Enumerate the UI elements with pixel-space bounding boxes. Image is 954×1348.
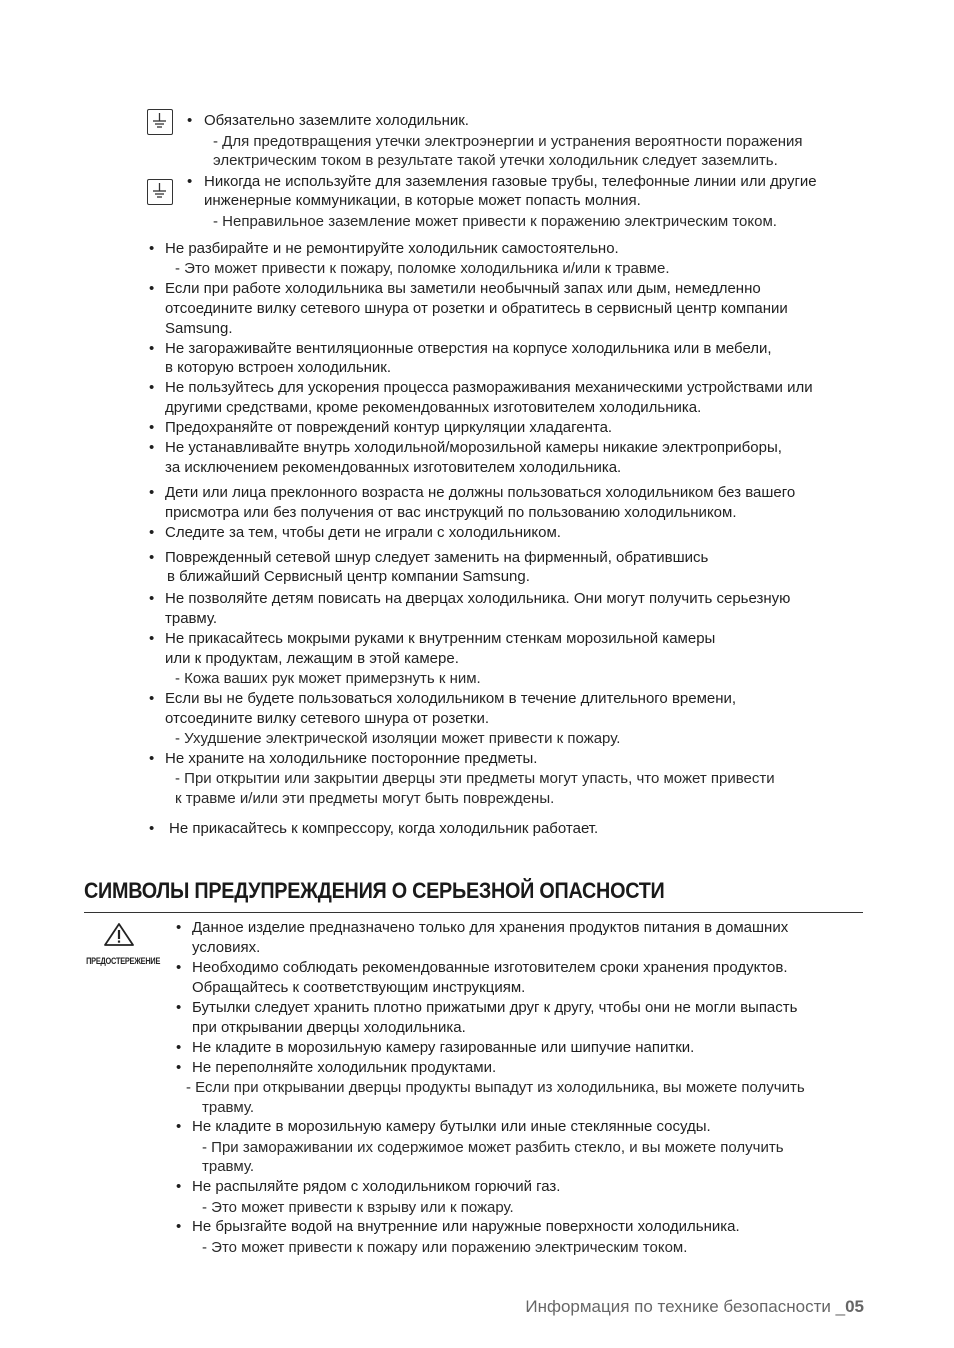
bullet: • — [176, 959, 182, 976]
page-footer — [525, 1297, 864, 1317]
text-line: или к продуктам, лежащим в этой камере. — [165, 650, 459, 667]
bullet: • — [187, 173, 193, 190]
warning-block — [78, 921, 160, 968]
text-line: инженерные коммуникации, в которые может попасть молния. — [204, 192, 641, 209]
text-line: другими средствами, кроме рекомендованных изготовителем холодильника. — [165, 399, 702, 416]
text-line: Не разбирайте и не ремонтируйте холодильник самостоятельно. — [165, 240, 619, 257]
bullet: • — [176, 1178, 182, 1195]
sub-text-line: травму. — [202, 1158, 255, 1175]
bullet: • — [187, 112, 193, 129]
bullet: • — [149, 524, 155, 541]
text-line: Если при работе холодильника вы заметили необычный запах или дым, немедленно — [165, 280, 761, 297]
text-line: условиях. — [192, 939, 261, 956]
bullet: • — [149, 590, 155, 607]
text-line: в ближайший Сервисный центр компании Samsung. — [167, 568, 530, 585]
footer-text: Информация по технике безопасности _ — [525, 1297, 846, 1316]
bullet: • — [149, 630, 155, 647]
text-line: Не кладите в морозильную камеру бутылки или иные стеклянные сосуды. — [192, 1118, 711, 1135]
text-line: отсоедините вилку сетевого шнура от розетки и обратитесь в сервисный центр компании — [165, 300, 788, 317]
sub-text-line: - При замораживании их содержимое может разбить стекло, и вы можете получить — [202, 1139, 784, 1156]
text-line: Поврежденный сетевой шнур следует заменить на фирменный, обратившись — [165, 549, 709, 566]
bullet: • — [149, 690, 155, 707]
bullet: • — [149, 419, 155, 436]
bullet: • — [149, 240, 155, 257]
sub-text-line: - Это может привести к пожару или поражению электрическим током. — [202, 1239, 688, 1256]
sub-text-line: травму. — [202, 1099, 255, 1116]
sub-text-line: - Это может привести к пожару, поломке холодильника и/или к травме. — [175, 260, 670, 277]
text-line: Следите за тем, чтобы дети не играли с холодильником. — [165, 524, 561, 541]
text-line: Данное изделие предназначено только для хранения продуктов питания в домашних — [192, 919, 789, 936]
text-line: травму. — [165, 610, 218, 627]
heading-divider — [84, 912, 863, 913]
text-line: Не кладите в морозильную камеру газированные или шипучие напитки. — [192, 1039, 695, 1056]
text-line: отсоедините вилку сетевого шнура от розетки. — [165, 710, 490, 727]
page-number: 05 — [845, 1297, 864, 1316]
text-line: при открывании дверцы холодильника. — [192, 1019, 466, 1036]
text-line: в которую встроен холодильник. — [165, 359, 392, 376]
sub-text-line: - Ухудшение электрической изоляции может привести к пожару. — [175, 730, 621, 747]
text-line: Предохраняйте от повреждений контур циркуляции хладагента. — [165, 419, 613, 436]
bullet: • — [176, 1118, 182, 1135]
text-line: Не пользуйтесь для ускорения процесса размораживания механическими устройствами или — [165, 379, 813, 396]
ground-symbol-icon — [147, 109, 173, 135]
text-line: Дети или лица преклонного возраста не должны пользоваться холодильником без вашего — [165, 484, 796, 501]
ground-symbol-icon — [147, 179, 173, 205]
text-line: Не прикасайтесь мокрыми руками к внутренним стенкам морозильной камеры — [165, 630, 716, 647]
sub-text-line: - Если при открывании дверцы продукты выпадут из холодильника, вы можете получить — [186, 1079, 805, 1096]
text-line: Если вы не будете пользоваться холодильником в течение длительного времени, — [165, 690, 737, 707]
text-line: за исключением рекомендованных изготовителем холодильника. — [165, 459, 622, 476]
text-line: Samsung. — [165, 320, 233, 337]
sub-text-line: - При открытии или закрытии дверцы эти предметы могут упасть, что может привести — [175, 770, 775, 787]
text-line: Бутылки следует хранить плотно прижатыми друг к другу, чтобы они не могли выпасть — [192, 999, 798, 1016]
bullet: • — [149, 750, 155, 767]
bullet: • — [149, 484, 155, 501]
bullet: • — [176, 999, 182, 1016]
sub-text-line: электрическим током в результате такой утечки холодильник следует заземлить. — [213, 152, 778, 169]
text-line: Не загораживайте вентиляционные отверстия на корпусе холодильника или в мебели, — [165, 340, 772, 357]
warning-triangle-icon — [102, 921, 136, 947]
text-line: Не брызгайте водой на внутренние или наружные поверхности холодильника. — [192, 1218, 740, 1235]
text-line: Обязательно заземлите холодильник. — [204, 112, 469, 129]
bullet: • — [176, 1218, 182, 1235]
text-line: Не распыляйте рядом с холодильником горючий газ. — [192, 1178, 561, 1195]
sub-text-line: - Для предотвращения утечки электроэнергии и устранения вероятности поражения — [213, 133, 803, 150]
text-line: Не позволяйте детям повисать на дверцах холодильника. Они могут получить серьезную — [165, 590, 791, 607]
text-line: Обращайтесь к соответствующим инструкциям. — [192, 979, 526, 996]
text-line: Необходимо соблюдать рекомендованные изготовителем сроки хранения продуктов. — [192, 959, 788, 976]
sub-text-line: к травме и/или эти предметы могут быть повреждены. — [175, 790, 555, 807]
text-line: Не переполняйте холодильник продуктами. — [192, 1059, 497, 1076]
section-title: СИМВОЛЫ ПРЕДУПРЕЖДЕНИЯ О СЕРЬЕЗНОЙ ОПАСНОСТИ — [84, 878, 665, 903]
bullet: • — [176, 919, 182, 936]
bullet: • — [176, 1039, 182, 1056]
sub-text-line: - Это может привести к взрыву или к пожару. — [202, 1199, 514, 1216]
bullet: • — [176, 1059, 182, 1076]
sub-text-line: - Кожа ваших рук может примерзнуть к ним. — [175, 670, 481, 687]
text-line: Не устанавливайте внутрь холодильной/морозильной камеры никакие электроприборы, — [165, 439, 782, 456]
bullet: • — [149, 549, 155, 566]
bullet: • — [149, 439, 155, 456]
bullet: • — [149, 820, 155, 837]
bullet: • — [149, 379, 155, 396]
sub-text-line: - Неправильное заземление может привести к поражению электрическим током. — [213, 213, 777, 230]
text-line: Не прикасайтесь к компрессору, когда холодильник работает. — [169, 820, 599, 837]
text-line: присмотра или без получения от вас инструкций по пользованию холодильником. — [165, 504, 737, 521]
bullet: • — [149, 280, 155, 297]
bullet: • — [149, 340, 155, 357]
text-line: Никогда не используйте для заземления газовые трубы, телефонные линии или другие — [204, 173, 817, 190]
warning-label: ПРЕДОСТЕРЕЖЕНИЕ — [86, 956, 161, 966]
text-line: Не храните на холодильнике посторонние предметы. — [165, 750, 538, 767]
